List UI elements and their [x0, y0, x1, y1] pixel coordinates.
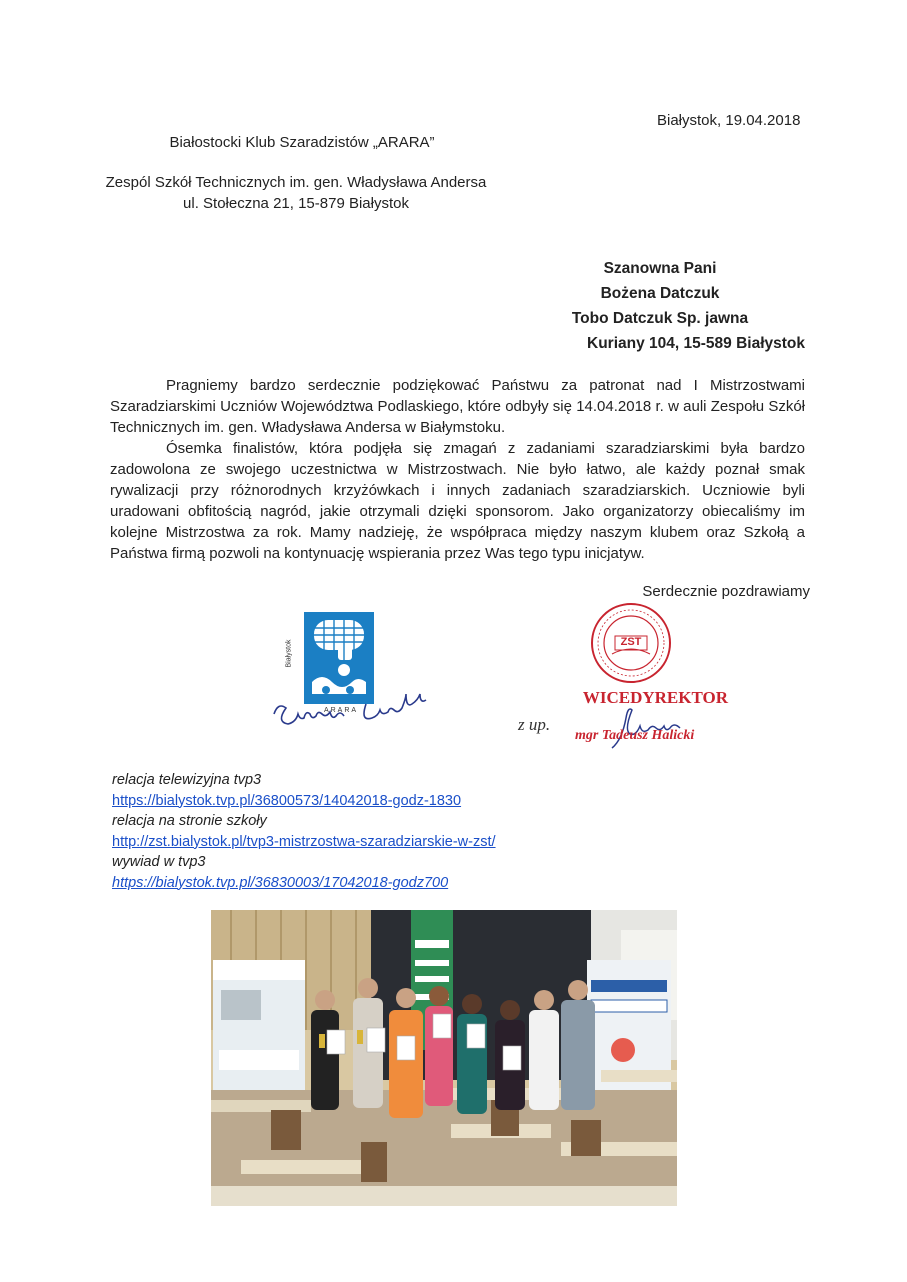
link-label-tv: relacja telewizyjna tvp3	[112, 772, 262, 788]
sender-school: Zespól Szkół Technicznych im. gen. Władysława Andersa	[105, 174, 487, 191]
link-label-interview: wywiad w tvp3	[112, 854, 206, 870]
letter-date: Białystok, 19.04.2018	[657, 112, 801, 129]
body-paragraph-1: Pragniemy bardzo serdecznie podziękować Państwu za patronat nad I Mistrzostwami Szaradziarskimi Uczniów Województwa Podlaskiego, które odbyły się 14.04.2018 r. w auli Zespołu Szkół Technicznych im. gen. Władysława Andersa w Białymstoku.	[110, 377, 805, 436]
body-paragraph-2: Ósemka finalistów, która podjęła się zmagań z zadaniami szaradziarskimi była bardzo zadowolona ze swojego uczestnictwa w Mistrzostwach. Nie było łatwo, ale każdy poznał smak rywalizacji przy różnorodnych krzyżówkach i innych zadaniach szaradziarskich. Uczniowie byli uradowani obfitością nagród, jakie otrzymali dzięki sponsorom. Jako organizatorzy obiecaliśmy im kolejne Mistrzostwa za rok. Mamy nadzieję, że współpraca między naszym klubem oraz Szkołą a Państwa firmą pozwoli na kontynuację wspierania przez Was tego typu inicjatyw.	[110, 440, 805, 562]
sender-address: ul. Stołeczna 21, 15-879 Białystok	[183, 195, 409, 212]
closing: Serdecznie pozdrawiamy	[642, 583, 810, 600]
link-interview[interactable]: https://bialystok.tvp.pl/36830003/17042018-godz700	[112, 874, 449, 891]
signature-left	[268, 684, 438, 734]
recipient-address: Kuriany 104, 15-589 Białystok	[587, 335, 805, 352]
logo-side-text: Białystok	[285, 639, 293, 668]
links-section	[112, 770, 632, 893]
stamp-title: WICEDYREKTOR	[582, 688, 728, 707]
seal-text: ZST	[620, 636, 642, 648]
stamp-block	[570, 688, 740, 743]
recipient-company: Tobo Datczuk Sp. jawna	[571, 310, 749, 327]
school-seal	[590, 602, 672, 684]
recipient-salutation: Szanowna Pani	[603, 260, 717, 277]
link-school-page[interactable]: http://zst.bialystok.pl/tvp3-mistrzostwa-szaradziarskie-w-zst/	[112, 833, 496, 850]
zup-text: z up.	[518, 715, 551, 734]
signature-right	[600, 702, 710, 752]
logo-name: ARARA	[323, 707, 359, 714]
link-label-school: relacja na stronie szkoły	[112, 813, 267, 829]
letter-body	[110, 375, 805, 564]
event-photo	[211, 910, 677, 1206]
link-tv-report[interactable]: https://bialystok.tvp.pl/36800573/14042018-godz-1830	[112, 792, 462, 809]
sender-club: Białostocki Klub Szaradzistów „ARARA”	[169, 134, 435, 151]
recipient-name: Bożena Datczuk	[600, 285, 720, 302]
stamp-name: mgr Tadeusz Halicki	[575, 728, 695, 743]
